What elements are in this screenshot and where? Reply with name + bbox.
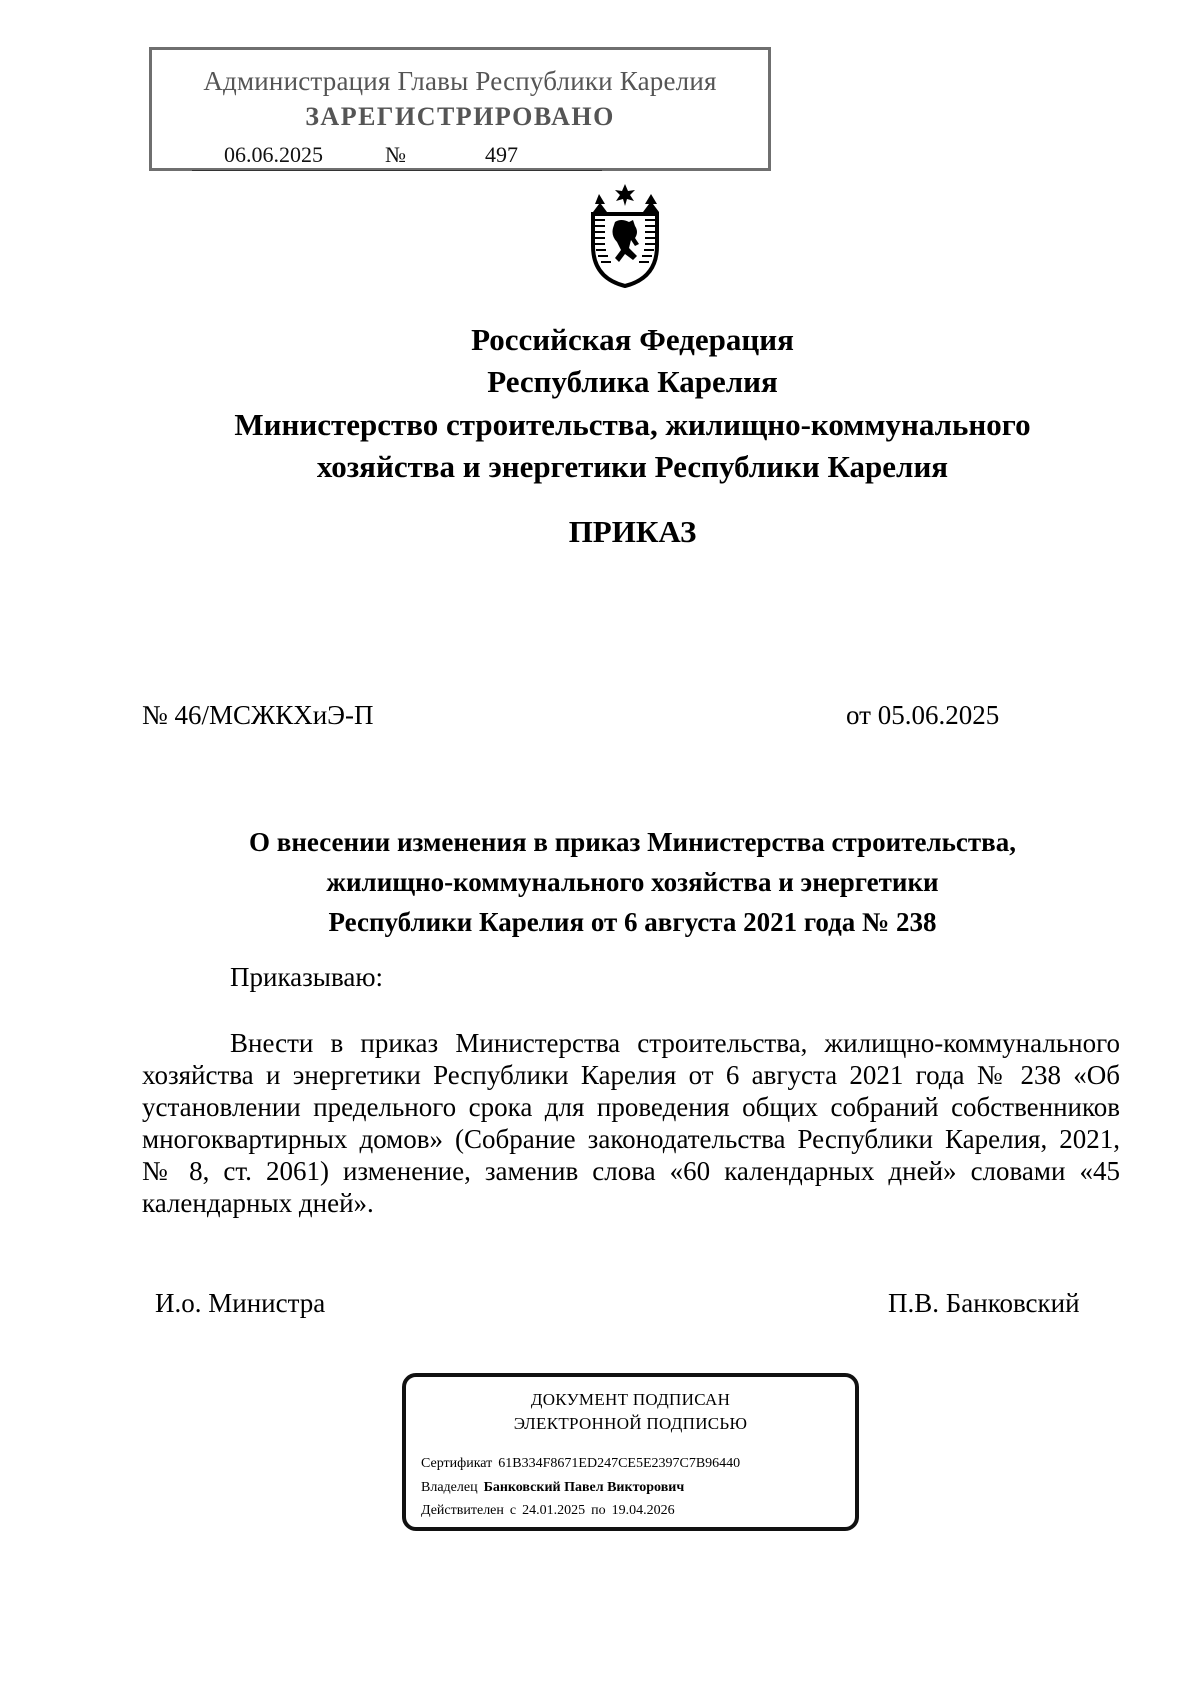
stamp-number-sign: №	[385, 142, 406, 167]
stamp-status: ЗАРЕГИСТРИРОВАНО	[305, 102, 615, 131]
esig-cert-value: 61B334F8671ED247CE5E2397C7B96440	[498, 1456, 741, 1471]
body-text	[142, 1027, 1120, 1219]
esig-validity-row	[421, 1503, 675, 1519]
heading-ministry-line1: Министерство строительства, жилищно-коммунального	[234, 407, 1031, 442]
stamp-number: 497	[485, 142, 518, 167]
esig-title: ЭЛЕКТРОННОЙ ПОДПИСЬЮ	[513, 1414, 748, 1433]
coat-of-arms-icon	[585, 182, 665, 290]
esig-valid-label: Действителен	[421, 1503, 504, 1518]
electronic-signature-stamp	[402, 1373, 859, 1531]
body-paragraph: Внести в приказ Министерства строительства, жилищно-коммунального хозяйства и энергетики Республики Карелия от 6 августа 2021 года № 238 «Об установлении предельного срока для проведения общих собраний собственников многоквартирных домов» (Собрание законодательства Республики Карелия, 2021, № 8, ст. 2061) изменение, заменив слова «60 календарных дней» словами «45 календарных дней».	[142, 1028, 1120, 1218]
signatory-role: И.о. Министра	[155, 1288, 326, 1318]
stamp-registration-line	[192, 142, 602, 171]
document-date: от 05.06.2025	[846, 700, 1000, 730]
esig-certificate-row	[421, 1456, 740, 1472]
heading-federation: Российская Федерация	[471, 322, 794, 357]
registration-stamp	[149, 47, 771, 171]
subject-line: О внесении изменения в приказ Министерства строительства,	[249, 827, 1016, 857]
esig-valid-to: 19.04.2026	[611, 1503, 675, 1518]
document-number: № 46/МСЖКХиЭ-П	[142, 700, 374, 730]
esig-title: ДОКУМЕНТ ПОДПИСАН	[530, 1390, 731, 1409]
signatory-name: П.В. Банковский	[888, 1288, 1080, 1318]
esig-owner-label: Владелец	[421, 1480, 478, 1495]
esig-cert-label: Сертификат	[421, 1456, 493, 1471]
esig-valid-from: 24.01.2025	[522, 1503, 586, 1518]
decree-word: Приказываю:	[230, 962, 383, 992]
stamp-authority: Администрация Главы Республики Карелия	[203, 66, 717, 96]
subject-line: Республики Карелия от 6 августа 2021 года № 238	[328, 907, 937, 937]
heading-ministry-line2: хозяйства и энергетики Республики Карелия	[316, 449, 949, 484]
subject-line: жилищно-коммунального хозяйства и энергетики	[326, 867, 939, 897]
document-type: ПРИКАЗ	[568, 514, 697, 549]
heading-republic: Республика Карелия	[487, 364, 778, 399]
esig-owner-row	[421, 1480, 684, 1496]
esig-to-label: по	[591, 1503, 606, 1518]
esig-from-label: с	[509, 1503, 517, 1518]
esig-owner-value: Банковский Павел Викторович	[483, 1480, 685, 1495]
stamp-date: 06.06.2025	[224, 142, 323, 167]
